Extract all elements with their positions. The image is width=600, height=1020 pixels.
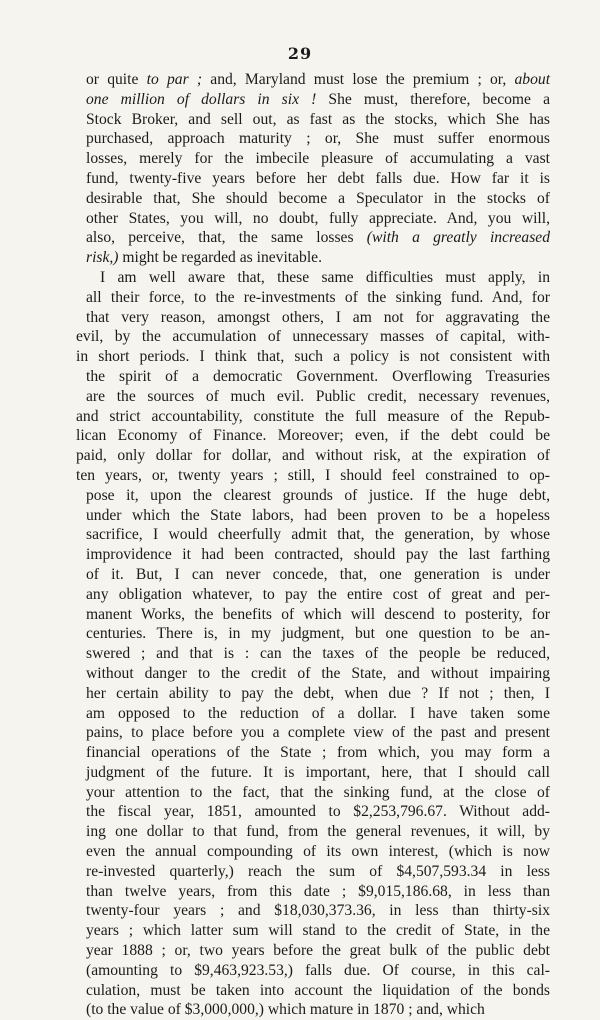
text-segment: pose it, upon the clearest grounds of justice. If the huge debt, (86, 486, 550, 504)
text-segment: improvidence it had been contracted, should pay the last farthing (86, 546, 550, 564)
text-line (86, 149, 550, 169)
text-line (86, 169, 550, 189)
text-line (86, 783, 550, 803)
text-line (86, 862, 550, 882)
text-segment: all their force, to the re-investments of the sinking fund. And, for (86, 288, 550, 306)
text-line (86, 802, 550, 822)
text-line (86, 605, 550, 625)
text-line (86, 209, 550, 229)
text-line (86, 387, 550, 407)
italic-segment: one million of dollars in six ! (86, 90, 317, 108)
text-line (86, 228, 550, 248)
text-segment: centuries. There is, in my judgment, but one question to be an- (86, 625, 550, 643)
text-segment: than twelve years, from this date ; $9,015,186.68, in less than (86, 882, 550, 900)
italic-segment: risk,) (86, 249, 119, 267)
text-segment: She must, therefore, become a (316, 90, 551, 108)
text-line (86, 565, 550, 585)
text-segment: judgment of the future. It is important, here, that I should call (86, 763, 550, 781)
text-line (86, 288, 550, 308)
text-segment: that very reason, amongst others, I am not for aggravating the (86, 308, 550, 326)
text-line (86, 901, 550, 921)
text-segment: desirable that, She should become a Speculator in the stocks of (86, 189, 550, 207)
text-segment: of it. But, I can never concede, that, one generation is under (86, 565, 550, 583)
text-segment: (to the value of $3,000,000,) which mature in 1870 ; and, which (86, 1001, 485, 1019)
text-line (86, 90, 550, 110)
text-segment: the fiscal year, 1851, amounted to $2,253,796.67. Without add- (86, 803, 550, 821)
text-line (86, 664, 550, 684)
text-line (86, 684, 550, 704)
text-line (76, 327, 550, 347)
text-segment: Stock Broker, and sell out, as fast as the stocks, which She has (86, 110, 550, 128)
text-line (86, 822, 550, 842)
text-segment: losses, merely for the imbecile pleasure of accumulating a vast (86, 150, 550, 168)
text-segment: any obligation whatever, to pay the entire cost of great and per- (86, 585, 550, 603)
text-line (86, 842, 550, 862)
text-line (86, 723, 550, 743)
text-line (86, 189, 550, 209)
text-segment: (amounting to $9,463,923.53,) falls due. Of course, in this cal- (86, 961, 550, 979)
italic-segment: (with a greatly increased (366, 229, 550, 247)
text-line (86, 763, 550, 783)
text-line (86, 1000, 550, 1020)
text-segment: in short periods. I think that, such a policy is not consistent with (76, 348, 550, 366)
text-segment: culation, must be taken into account the liquidation of the bonds (86, 981, 550, 999)
text-segment: re-invested quarterly,) reach the sum of $4,507,593.34 in less (86, 862, 550, 880)
text-segment: evil, by the accumulation of unnecessary masses of capital, with- (76, 328, 550, 346)
text-line (86, 486, 550, 506)
text-line (86, 743, 550, 763)
text-line (76, 347, 550, 367)
text-segment: are the sources of much evil. Public credit, necessary revenues, (86, 387, 550, 405)
text-segment: and, Maryland must lose the premium ; or, (202, 71, 515, 88)
text-line (86, 248, 550, 268)
text-segment: purchased, approach maturity ; or, She must suffer enormous (86, 130, 550, 148)
text-line (86, 367, 550, 387)
text-segment: pains, to place before you a complete view of the past and present (86, 724, 550, 742)
text-segment: manent Works, the benefits of which will descend to posterity, for (86, 605, 550, 623)
italic-segment: to par ; (146, 71, 203, 88)
text-segment: years ; which latter sum will stand to the credit of State, in the (86, 922, 550, 940)
text-segment: sacrifice, I would cheerfully admit that, the generation, by whose (86, 526, 550, 544)
text-line (86, 110, 550, 130)
text-segment: fund, twenty-five years before her debt falls due. How far it is (86, 169, 550, 187)
text-line (76, 466, 550, 486)
text-line (86, 129, 550, 149)
text-segment: her certain ability to pay the debt, when due ? If not ; then, I (86, 684, 550, 702)
text-segment: paid, only dollar for dollar, and without risk, at the expiration of (76, 447, 550, 465)
text-segment: and strict accountability, constitute the full measure of the Repub- (76, 407, 550, 425)
text-segment: or quite (86, 71, 147, 88)
text-line (86, 506, 550, 526)
text-segment: ing one dollar to that fund, from the general revenues, it will, by (86, 823, 550, 841)
text-segment: swered ; and that is : can the taxes of the people be reduced, (86, 645, 550, 663)
text-line (76, 407, 550, 427)
page-number: 29 (287, 44, 313, 63)
text-segment: ten years, or, twenty years ; still, I should feel constrained to op- (76, 466, 550, 484)
text-line (86, 268, 550, 288)
text-segment: other States, you will, no doubt, fully appreciate. And, you will, (86, 209, 550, 227)
text-segment: financial operations of the State ; from which, you may form a (86, 744, 550, 762)
text-segment: without danger to the credit of the State, and without impairing (86, 664, 550, 682)
text-segment: might be regarded as inevitable. (118, 249, 322, 267)
text-segment: twenty-four years ; and $18,030,373.36, in less than thirty-six (86, 902, 550, 920)
text-line (86, 545, 550, 565)
text-line (86, 704, 550, 724)
text-segment: lican Economy of Finance. Moreover; even, if the debt could be (76, 427, 550, 445)
italic-segment: about (514, 71, 551, 88)
text-line (86, 525, 550, 545)
text-line (86, 981, 550, 1001)
text-segment: even the annual compounding of its own interest, (which is now (86, 843, 550, 861)
text-line (86, 624, 550, 644)
text-segment: the spirit of a democratic Government. Overflowing Treasuries (86, 367, 550, 385)
text-line (86, 921, 550, 941)
text-line (86, 941, 550, 961)
text-line (86, 882, 550, 902)
text-segment: under which the State labors, had been proven to be a hopeless (86, 506, 550, 524)
text-line (86, 308, 550, 328)
body-text (76, 70, 551, 1020)
text-line (86, 961, 550, 981)
text-segment: year 1888 ; or, two years before the great bulk of the public debt (86, 942, 550, 960)
text-line (86, 70, 550, 90)
text-line (76, 426, 550, 446)
text-segment: also, perceive, that, the same losses (86, 229, 367, 247)
text-segment: your attention to the fact, that the sinking fund, at the close of (86, 783, 550, 801)
text-line (76, 446, 550, 466)
text-line (86, 585, 550, 605)
text-segment: I am well aware that, these same difficulties must apply, in (100, 268, 550, 286)
text-line (86, 644, 550, 664)
text-segment: am opposed to the reduction of a dollar. I have taken some (86, 704, 550, 722)
